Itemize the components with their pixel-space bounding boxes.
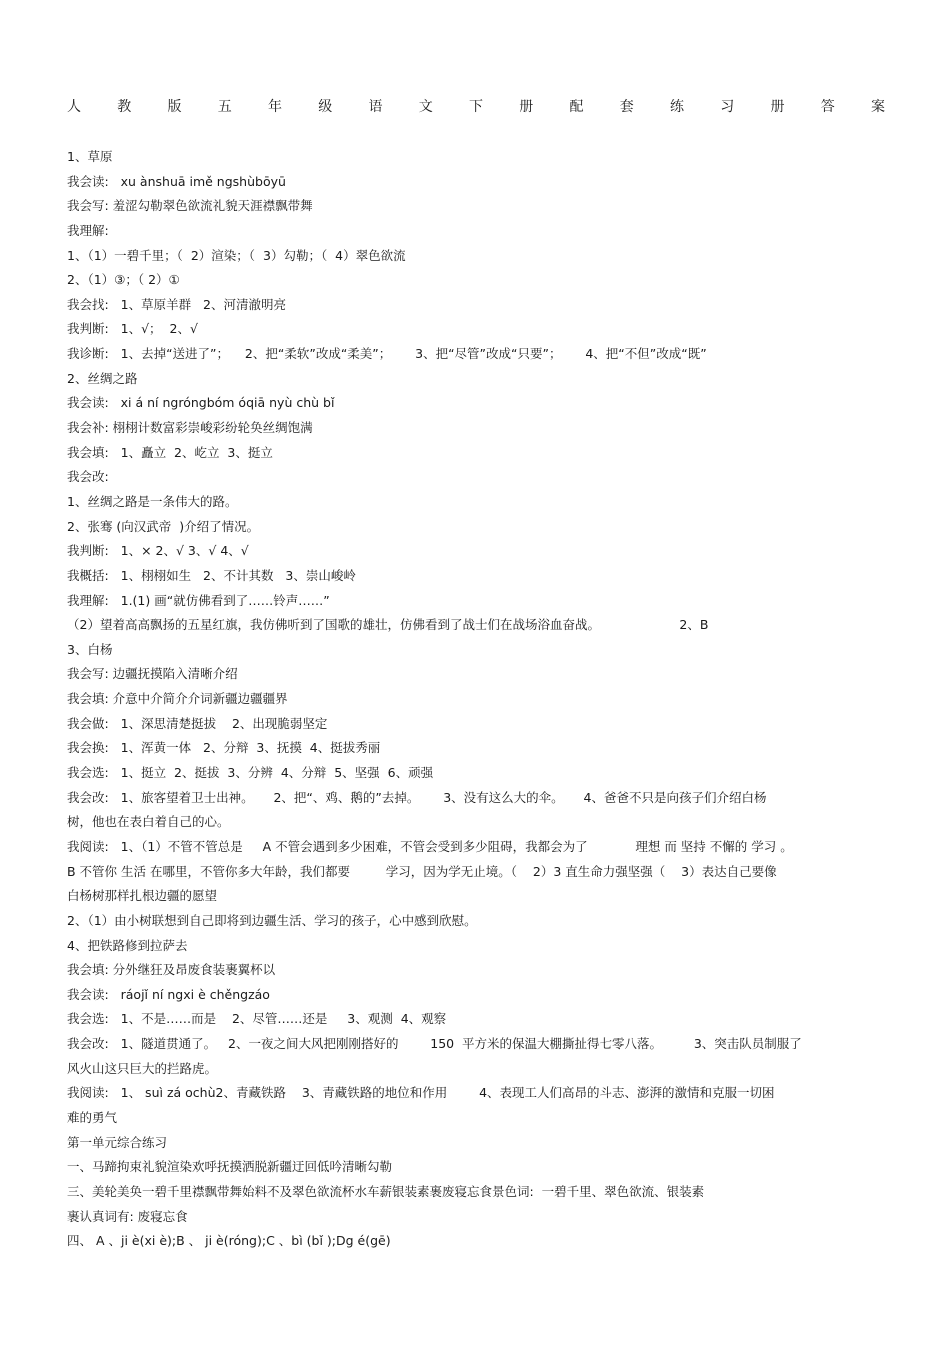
text-line: （2）望着高高飘扬的五星红旗，我仿佛听到了国歌的雄壮，仿佛看到了战士们在战场浴血奋战。 2、B bbox=[67, 617, 709, 633]
text-line: 我会改: 1、隧道贯通了。 2、一夜之间大风把刚刚搭好的 150 平方米的保温大棚撕扯得七零八落。 3、突击队员制服了 bbox=[67, 1036, 802, 1052]
title-char: 答 bbox=[820, 99, 835, 115]
text-line: 我理解: 1.(1) 画“就仿佛看到了……铃声……” bbox=[67, 592, 330, 608]
text-line: 我会写: 边疆抚摸陷入清晰介绍 bbox=[67, 666, 238, 682]
text-line: 3、白杨 bbox=[67, 641, 113, 657]
text-line: 1、草原 bbox=[67, 149, 113, 164]
title-char: 案 bbox=[871, 99, 885, 115]
text-line: 我诊断: 1、去掉“送进了”； 2、把“柔软”改成“柔美”； 3、把“尽管”改成“只要”； 4、把“不但”改成“既” bbox=[67, 346, 707, 362]
text-line: B 不管你 生活 在哪里，不管你多大年龄，我们都要 学习，因为学无止境。（ 2）3 直生命力强坚强（ 3）表达自己要像 bbox=[67, 863, 777, 879]
text-line: 1、（1）一碧千里；（ 2）渲染；（ 3）勾勒；（ 4）翠色欲流 bbox=[67, 247, 406, 263]
text-line: 我概括: 1、栩栩如生 2、不计其数 3、崇山峻岭 bbox=[67, 567, 356, 583]
title-char: 级 bbox=[318, 99, 333, 115]
text-line: 我会填: 1、矗立 2、屹立 3、挺立 bbox=[67, 444, 273, 460]
title-char: 年 bbox=[268, 99, 282, 115]
title-char: 套 bbox=[619, 99, 634, 115]
title-char: 下 bbox=[469, 99, 483, 115]
text-line: 我判断: 1、√； 2、√ bbox=[67, 321, 198, 337]
text-line: 4、把铁路修到拉萨去 bbox=[67, 937, 188, 953]
text-line: 我会读: xi á ní ngróngbóm óqiā nyù chù bǐ bbox=[67, 395, 335, 411]
title-char: 练 bbox=[670, 99, 684, 115]
text-line: 1、丝绸之路是一条伟大的路。 bbox=[67, 493, 238, 509]
text-line: 我阅读: 1、 suì zá ochù2、青藏铁路 3、青藏铁路的地位和作用 4、表现工人们高昂的斗志、澎湃的激情和克服一切困 bbox=[67, 1085, 775, 1101]
text-line: 2、张骞 (向汉武帝 )介绍了情况。 bbox=[67, 518, 260, 534]
text-line: 第一单元综合练习 bbox=[67, 1134, 168, 1150]
text-line: 我会填: 分外继狂及昂废食装裹翼杯以 bbox=[67, 962, 276, 978]
text-line: 我判断: 1、× 2、√ 3、√ 4、√ bbox=[67, 543, 249, 559]
text-line: 三、美轮美奂一碧千里襟飘带舞始料不及翠色欲流杯水车薪银装素裹废寝忘食景色词: 一碧千里、翠色欲流、银装素 bbox=[67, 1183, 705, 1199]
answer-body bbox=[67, 145, 887, 1254]
text-line: 白杨树那样扎根边疆的愿望 bbox=[67, 888, 218, 904]
title-char: 版 bbox=[167, 99, 182, 115]
title-char: 册 bbox=[519, 99, 534, 115]
text-line: 树，他也在表白着自己的心。 bbox=[67, 814, 230, 830]
text-line: 我会读: xu ànshuā imě ngshùbōyū bbox=[67, 173, 286, 189]
title-char: 册 bbox=[770, 99, 785, 115]
text-line: 我会改: 1、旅客望着卫士出神。 2、把“、鸡、鹅的”去掉。 3、没有这么大的伞。 4、爸爸不只是向孩子们介绍白杨 bbox=[67, 789, 767, 805]
text-line: 我阅读: 1、（1）不管不管总是 A 不管会遇到多少困难，不管会受到多少阻碍，我都会为了 理想 而 坚持 不懈的 学习 。 bbox=[67, 838, 793, 854]
text-line: 我会选: 1、不是……而是 2、尽管……还是 3、观测 4、观察 bbox=[67, 1011, 447, 1027]
text-line: 我会做: 1、深思清楚挺拔 2、出现脆弱坚定 bbox=[67, 715, 328, 731]
text-line: 2、丝绸之路 bbox=[67, 370, 138, 386]
title-char: 人 bbox=[67, 99, 81, 115]
title-char: 习 bbox=[720, 99, 735, 115]
text-line: 我理解: bbox=[67, 222, 109, 238]
text-line: 我会读: ráojǐ ní ngxi è chěngzáo bbox=[67, 986, 270, 1002]
text-line: 我会填: 介意中介简介介词新疆边疆疆界 bbox=[67, 691, 288, 707]
text-line: 一、马蹄拘束礼貌渲染欢呼抚摸洒脱新疆迂回低吟清晰勾勒 bbox=[67, 1159, 393, 1175]
text-line: 我会找: 1、草原羊群 2、河清澈明亮 bbox=[67, 296, 286, 312]
text-line: 我会补: 栩栩计数富彩崇峻彩纷轮奂丝绸饱满 bbox=[67, 420, 313, 436]
title-char: 语 bbox=[368, 99, 383, 115]
text-line: 难的勇气 bbox=[67, 1109, 118, 1125]
text-line: 风火山这只巨大的拦路虎。 bbox=[67, 1060, 218, 1076]
text-line: 2、（1）由小树联想到自己即将到边疆生活、学习的孩子，心中感到欣慰。 bbox=[67, 912, 477, 928]
title-char: 五 bbox=[217, 99, 232, 115]
text-line: 我会换: 1、浑黄一体 2、分辩 3、抚摸 4、挺拔秀丽 bbox=[67, 740, 381, 756]
title-char: 教 bbox=[117, 99, 132, 115]
page-title bbox=[67, 96, 885, 116]
text-line: 我会改: bbox=[67, 469, 109, 485]
title-char: 配 bbox=[569, 99, 584, 115]
text-line: 我会选: 1、挺立 2、挺拔 3、分辨 4、分辩 5、坚强 6、顽强 bbox=[67, 765, 434, 781]
text-line: 我会写: 羞涩勾勒翠色欲流礼貌天涯襟飘带舞 bbox=[67, 198, 313, 214]
text-line: 四、 A 、ji è(xi è);B 、 ji è(róng);C 、bì (bǐ );Dg é(gē) bbox=[67, 1233, 391, 1249]
text-line: 2、（1）③；（ 2）① bbox=[67, 272, 180, 288]
title-char: 文 bbox=[418, 99, 433, 115]
text-line: 裹认真词有: 废寝忘食 bbox=[67, 1208, 188, 1224]
